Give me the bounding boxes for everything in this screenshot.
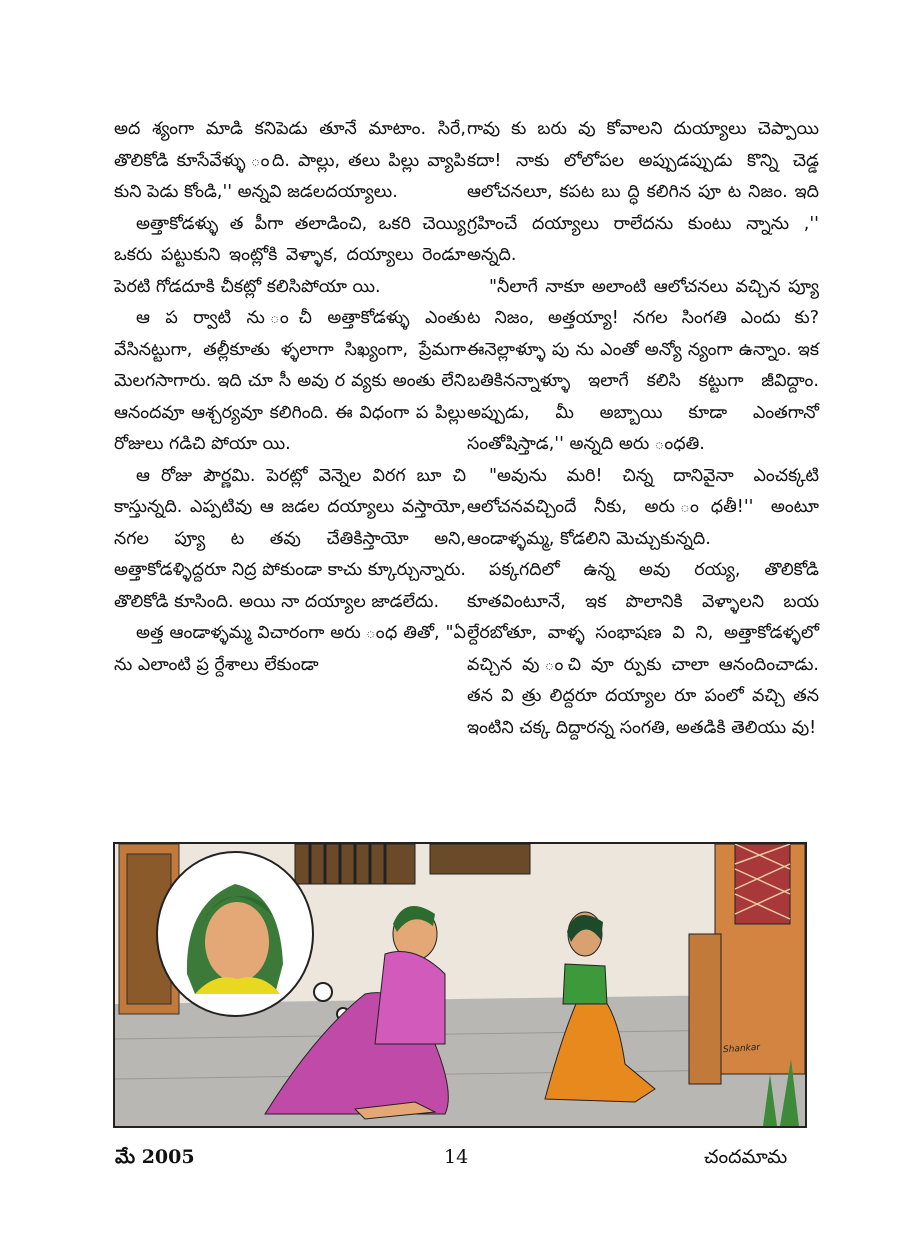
right-text-column xyxy=(467,114,819,744)
artist-signature: Shankar xyxy=(722,1042,761,1056)
paragraph: అత్త ఆండాళ్ళమ్మ విచారంగా అరు ంధ తితో, "ఏ ను ఎలాంటి ప్ర ర్దేశాలు లేకుండా xyxy=(114,623,466,675)
paragraph: ఆ ప ర్వాటి ను ంచీ అత్తాకోడళ్ళు ఎంతు వేసినట్టుగా, తల్లీకూతు ళ్ళలాగా సిఖ్యంగా, ప్రేమగా మెలగసాగారు. ఇది చూ సీ అవు ర వ్యకు అంతు లేని ఆనందవూ ఆశ్చర్యవూ కలిగింది. ఈ విధంగా ప పిల్లు రోజులు గడిచి పోయా యి. xyxy=(114,308,466,454)
paragraph: అత్తాకోడళ్ళు త పీగా తలాడించి, ఒకరి చెయ్యి ఒకరు పట్టుకుని ఇంట్లోకి వెళ్ళాక, దయ్యాలు రెండూ పెరటి గోడదూకి చీకట్లో కలిసిపోయా యి. xyxy=(114,213,466,297)
paragraph: "అవును మరి! చిన్న దానివైనా ఎంచక్కటి ఆలోచనవచ్చిందే నీకు, అరు ంధతీ!'' అంటూ ఆండాళ్ళమ్మ, కోడలిని మెచ్చుకున్నది. xyxy=(467,465,819,549)
magazine-name: చందమామ xyxy=(704,1146,788,1168)
paragraph: అద శ్యంగా మాడి కనిపెడు తూనే మాటాం. సిరే, తొలికోడి కూసేవేళ్ళు ంది. పాల్లు, తలు పిల్లు వ్యాపి కుని పెడు కోండి,'' అన్నవి జడలదయ్యాలు. xyxy=(114,119,466,202)
story-illustration xyxy=(113,842,807,1128)
paragraph: ఆ రోజు పౌర్ణమి. పెరట్లో వెన్నెల విరగ బూ చి కాస్తున్నది. ఎప్పటివు ఆ జడల దయ్యాలు వస్తాయో, నగల ప్యూ ట తవు చేతికిస్తాయో అని, అత్తాకోడళ్ళిద్దరూ నిద్ర పోకుండా కాచు క్కూర్చున్నారు. తొలికోడి కూసింది. అయి నా దయ్యాల జాడలేదు. xyxy=(114,465,466,612)
paragraph: పక్కగదిలో ఉన్న అవు రయ్య, తొలికోడి కూతవింటూనే, ఇక పొలానికి వెళ్ళాలని బయ ల్దేరబోతూ, వాళ్ళ సంభాషణ వి ని, అత్తాకోడళ్ళలో వచ్చిన వు ంచి వూ ర్పుకు చాలా ఆనందించాడు. తన వి త్రు లిద్దరూ దయ్యాల రూ పంలో వచ్చి తన ఇంటిని చక్క దిద్దారన్న సంగతి, అతడికి తెలియు వు! xyxy=(467,560,819,738)
paragraph: "నీలాగే నాకూ అలాంటి ఆలోచనలు వచ్చిన ప్యూ ట నిజం, అత్తయ్యా! నగల సింగతి ఎందు కు? ఈనెల్లాళ్ళూ పు ను ఎంతో అన్యో న్యంగా ఉన్నాం. ఇక బతికినన్నాళ్ళూ ఇలాగే కలిసి కట్టుగా జీవిద్దాం. అప్పుడు, మీ అబ్బాయి కూడా ఎంతగానో సంతోషిస్తాడ,'' అన్నది అరు ంధతి. xyxy=(467,276,819,454)
paragraph: గావు కు బరు వు కోవాలని దుయ్యాలు చెప్పాయి కదా! నాకు లోలోపల అప్పుడప్పుడు కొన్ని చెడ్డ ఆలోచనలూ, కపట బు ద్ధి కలిగిన పూ ట నిజం. ఇది గ్రహించే దయ్యాలు రాలేదను కుంటు న్నాను ,'' అన్నది. xyxy=(467,119,819,265)
page-number: 14 xyxy=(444,1146,469,1168)
left-text-column xyxy=(114,114,466,681)
issue-date: మే 2005 xyxy=(115,1146,195,1168)
